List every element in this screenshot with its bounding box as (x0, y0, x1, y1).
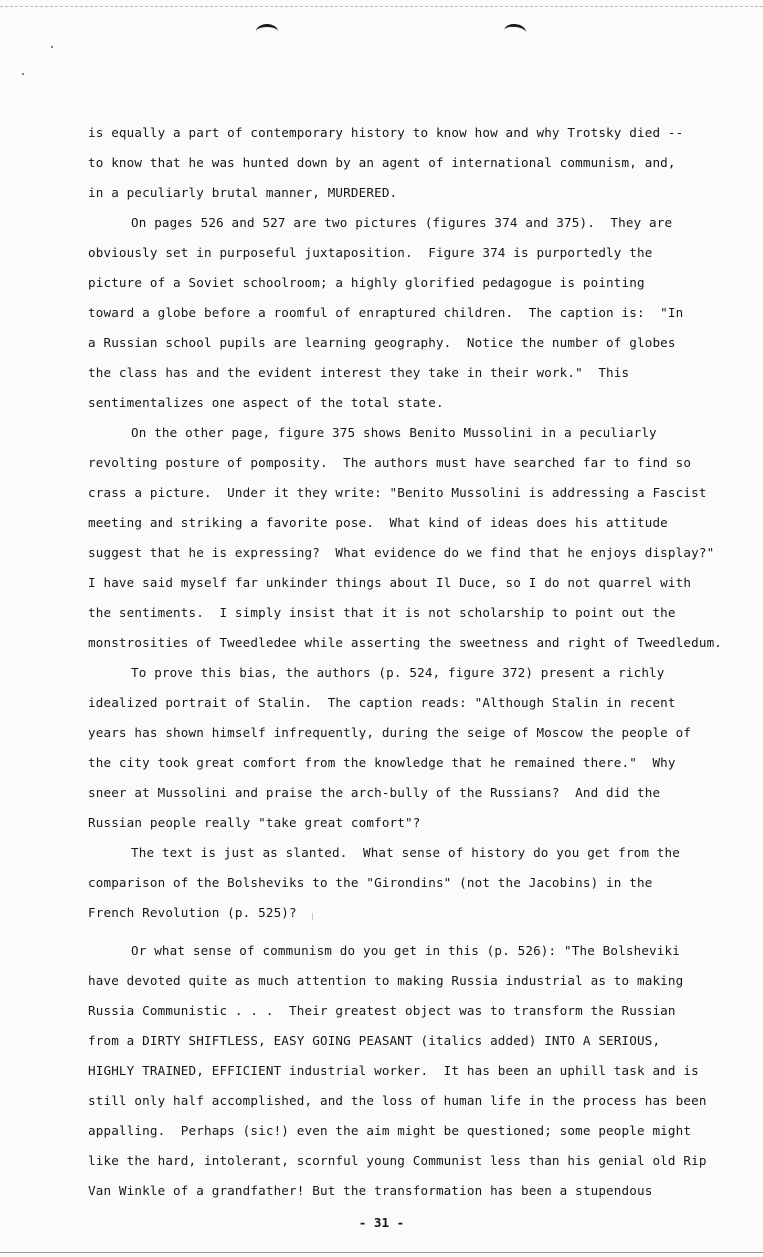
text-line: crass a picture. Under it they write: "Benito Mussolini is addressing a Fascist (88, 485, 707, 500)
text-line: idealized portrait of Stalin. The caption reads: "Although Stalin in recent (88, 695, 676, 710)
paragraph (88, 208, 718, 418)
page-number: - 31 - (358, 1215, 405, 1230)
text-line: HIGHLY TRAINED, EFFICIENT industrial worker. It has been an uphill task and is (88, 1063, 699, 1078)
text-line: To prove this bias, the authors (p. 524, figure 372) present a richly (131, 665, 665, 680)
text-line: to know that he was hunted down by an agent of international communism, and, (88, 155, 676, 170)
text-line: from a DIRTY SHIFTLESS, EASY GOING PEASANT (italics added) INTO A SERIOUS, (88, 1033, 661, 1048)
text-line: the sentiments. I simply insist that it is not scholarship to point out the (88, 605, 676, 620)
text-line: On pages 526 and 527 are two pictures (figures 374 and 375). They are (131, 215, 673, 230)
text-line: The text is just as slanted. What sense of history do you get from the (131, 845, 680, 860)
text-line: is equally a part of contemporary history to know how and why Trotsky died -- (88, 125, 684, 140)
paragraph (88, 418, 723, 658)
text-line: Russia Communistic . . . Their greatest object was to transform the Russian (88, 1003, 676, 1018)
text-line: monstrosities of Tweedledee while asserting the sweetness and right of Tweedledum. (88, 635, 723, 650)
text-line: have devoted quite as much attention to making Russia industrial as to making (88, 973, 684, 988)
scan-speck (51, 46, 53, 48)
text-line: Russian people really "take great comfort"? (88, 815, 421, 830)
text-line: the city took great comfort from the knowledge that he remained there." Why (88, 755, 676, 770)
paragraph (88, 658, 718, 838)
text-line: I have said myself far unkinder things about Il Duce, so I do not quarrel with (88, 575, 692, 590)
text-line: the class has and the evident interest they take in their work." This (88, 365, 630, 380)
text-line: meeting and striking a favorite pose. What kind of ideas does his attitude (88, 515, 668, 530)
text-line: obviously set in purposeful juxtaposition. Figure 374 is purportedly the (88, 245, 653, 260)
text-line: like the hard, intolerant, scornful young Communist less than his genial old Rip (88, 1153, 707, 1168)
text-line: Van Winkle of a grandfather! But the transformation has been a stupendous (88, 1183, 653, 1198)
text-line: toward a globe before a roomful of enraptured children. The caption is: "In (88, 305, 684, 320)
text-line: years has shown himself infrequently, during the seige of Moscow the people of (88, 725, 692, 740)
text-line: On the other page, figure 375 shows Benito Mussolini in a peculiarly (131, 425, 657, 440)
body-text (88, 118, 723, 1206)
binder-hole-mark-right (503, 23, 526, 40)
text-line: Or what sense of communism do you get in this (p. 526): "The Bolsheviki (131, 943, 680, 958)
paragraph (88, 838, 718, 928)
text-line: French Revolution (p. 525)? (88, 905, 297, 920)
text-line: in a peculiarly brutal manner, MURDERED. (88, 185, 398, 200)
text-line: suggest that he is expressing? What evidence do we find that he enjoys display?" (88, 545, 715, 560)
text-line: a Russian school pupils are learning geography. Notice the number of globes (88, 335, 676, 350)
text-line: picture of a Soviet schoolroom; a highly glorified pedagogue is pointing (88, 275, 645, 290)
text-line: appalling. Perhaps (sic!) even the aim might be questioned; some people might (88, 1123, 692, 1138)
text-line: still only half accomplished, and the loss of human life in the process has been (88, 1093, 707, 1108)
paragraph (88, 936, 718, 1206)
top-dashed-rule (0, 6, 763, 7)
text-line: comparison of the Bolsheviks to the "Girondins" (not the Jacobins) in the (88, 875, 653, 890)
bottom-rule (0, 1252, 763, 1253)
binder-hole-mark-left (256, 24, 278, 39)
text-line: sneer at Mussolini and praise the arch-bully of the Russians? And did the (88, 785, 661, 800)
text-line: revolting posture of pomposity. The authors must have searched far to find so (88, 455, 692, 470)
text-line: sentimentalizes one aspect of the total state. (88, 395, 444, 410)
paragraph (88, 118, 718, 208)
scan-speck (22, 73, 24, 75)
